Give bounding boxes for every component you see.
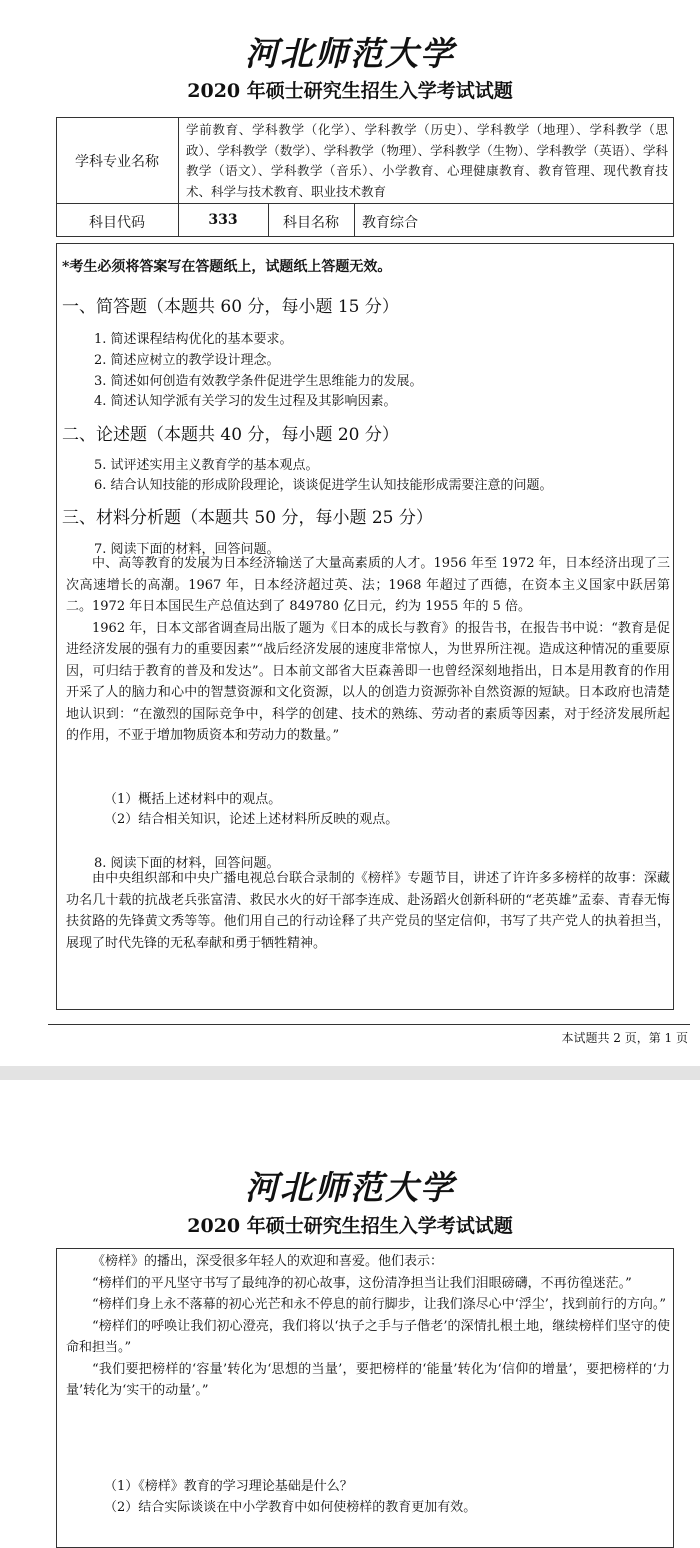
material-paragraph: 《榜样》的播出，深受很多年轻人的欢迎和喜爱。他们表示： bbox=[92, 1254, 444, 1269]
exam-title: 2020 年硕士研究生招生入学考试试题 bbox=[187, 80, 513, 102]
page-footer: 本试题共 2 页，第 1 页 bbox=[561, 1031, 688, 1045]
footer-rule bbox=[48, 1024, 690, 1025]
question-7-material bbox=[66, 553, 670, 747]
material-paragraph: 1962 年，日本文部省调查局出版了题为《日本的成长与教育》的报告书，在报告书中说：“教育是促进经济发展的强有力的重要因素”“战后经济发展的速度非常惊人，为世界所注视。造成这种情况的重要原因，可归结于教育的普及和发达”。日本前文部省大臣森善即一也曾经深刻地指出，日本是用教育的作用开采了人的脑力和心中的智慧资源和文化资源，以人的创造力资源弥补自然资源的短缺。日本政府也清楚地认识到：“在激烈的国际竞争中，科学的创建、技术的熟练、劳动者的素质等因素，对于经济发展所起的作用，不亚于增加物质资本和劳动力的数量。” bbox=[66, 620, 670, 743]
question-7-sub-2: （2）结合相关知识，论述上述材料所反映的观点。 bbox=[104, 812, 399, 827]
question-8-sub-2: （2）结合实际谈谈在中小学教育中如何使榜样的教育更加有效。 bbox=[104, 1500, 477, 1515]
question-3: 3. 简述如何创造有效教学条件促进学生思维能力的发展。 bbox=[94, 374, 423, 389]
material-paragraph: 由中央组织部和中央广播电视总台联合录制的《榜样》专题节目，讲述了许许多多榜样的故事：深藏功名几十载的抗战老兵张富清、救民水火的好干部李连成、赴汤蹈火创新科研的“老英雄”孟泰、青春无悔扶贫路的先锋黄文秀等等。他们用自己的行动诠释了共产党员的坚定信仰，书写了共产党人的执着担当，展现了时代先锋的无私奉献和勇于牺牲精神。 bbox=[66, 871, 670, 951]
section-2-title: 二、论述题（本题共 40 分，每小题 20 分） bbox=[62, 425, 399, 445]
table-divider bbox=[354, 203, 355, 237]
subject-code-label: 科目代码 bbox=[89, 215, 145, 231]
major-label: 学科专业名称 bbox=[75, 154, 159, 170]
exam-title: 2020 年硕士研究生招生入学考试试题 bbox=[187, 1215, 513, 1237]
table-divider bbox=[178, 117, 179, 237]
answer-notice: *考生必须将答案写在答题纸上，试题纸上答题无效。 bbox=[62, 259, 392, 275]
section-1-title: 一、简答题（本题共 60 分，每小题 15 分） bbox=[62, 297, 399, 317]
question-7-sub-1: （1）概括上述材料中的观点。 bbox=[104, 792, 282, 807]
page-separator bbox=[0, 1066, 700, 1080]
material-paragraph: “我们要把榜样的‘容量’转化为‘思想的当量’，要把榜样的‘能量’转化为‘信仰的增量’，要把榜样的‘力量’转化为‘实干的动量’。” bbox=[66, 1361, 670, 1398]
question-6: 6. 结合认知技能的形成阶段理论，谈谈促进学生认知技能形成需要注意的问题。 bbox=[94, 478, 553, 493]
subject-name-value: 教育综合 bbox=[362, 215, 418, 231]
material-paragraph: “榜样们身上永不落幕的初心光芒和永不停息的前行脚步，让我们涤尽心中‘浮尘’，找到前行的方向。” bbox=[92, 1297, 667, 1312]
section-3-title: 三、材料分析题（本题共 50 分，每小题 25 分） bbox=[62, 508, 433, 528]
material-paragraph: “榜样们的平凡坚守书写了最纯净的初心故事，这份清净担当让我们泪眼磅礴，不再彷徨迷茫。” bbox=[92, 1275, 632, 1291]
table-divider bbox=[268, 203, 269, 237]
table-divider bbox=[56, 203, 674, 204]
question-2: 2. 简述应树立的教学设计理念。 bbox=[94, 353, 280, 368]
subject-code-value: 333 bbox=[208, 212, 238, 228]
question-5: 5. 试评述实用主义教育学的基本观点。 bbox=[94, 458, 319, 473]
question-1: 1. 简述课程结构优化的基本要求。 bbox=[94, 332, 293, 347]
university-logo: 河北师范大学 bbox=[245, 34, 455, 73]
exam-page-2 bbox=[0, 1080, 700, 1536]
question-8-material-continued bbox=[66, 1251, 670, 1402]
majors-list: 学前教育、学科教学（化学）、学科教学（历史）、学科教学（地理）、学科教学（思政）、学科教学（数学）、学科教学（物理）、学科教学（生物）、学科教学（英语）、学科教学（语文）、学科教学（音乐）、小学教育、心理健康教育、教育管理、现代教育技术、科学与技术教育、职业技术教育 bbox=[186, 122, 668, 199]
university-logo: 河北师范大学 bbox=[245, 1168, 455, 1207]
material-paragraph: 中、高等教育的发展为日本经济输送了大量高素质的人才。1956 年至 1972 年，日本经济出现了三次高速增长的高潮。1967 年，日本经济超过英、法；1968 年超过了西德，在资本主义国家中跃居第二。1972 年日本国民生产总值达到了 849780 亿日元，约为 1955 年的 5 倍。 bbox=[66, 556, 670, 614]
question-8-material bbox=[66, 868, 670, 954]
question-7-intro: 7. 阅读下面的材料，回答问题。 bbox=[94, 542, 280, 557]
question-8-sub-1: （1）《榜样》教育的学习理论基础是什么？ bbox=[104, 1479, 353, 1494]
question-8-intro: 8. 阅读下面的材料，回答问题。 bbox=[94, 856, 280, 871]
question-4: 4. 简述认知学派有关学习的发生过程及其影响因素。 bbox=[94, 394, 397, 409]
subject-name-label: 科目名称 bbox=[283, 215, 339, 231]
material-paragraph: “榜样们的呼唤让我们初心澄亮，我们将以‘执子之手与子偕老’的深情扎根土地，继续榜样们坚守的使命和担当。” bbox=[66, 1318, 670, 1355]
